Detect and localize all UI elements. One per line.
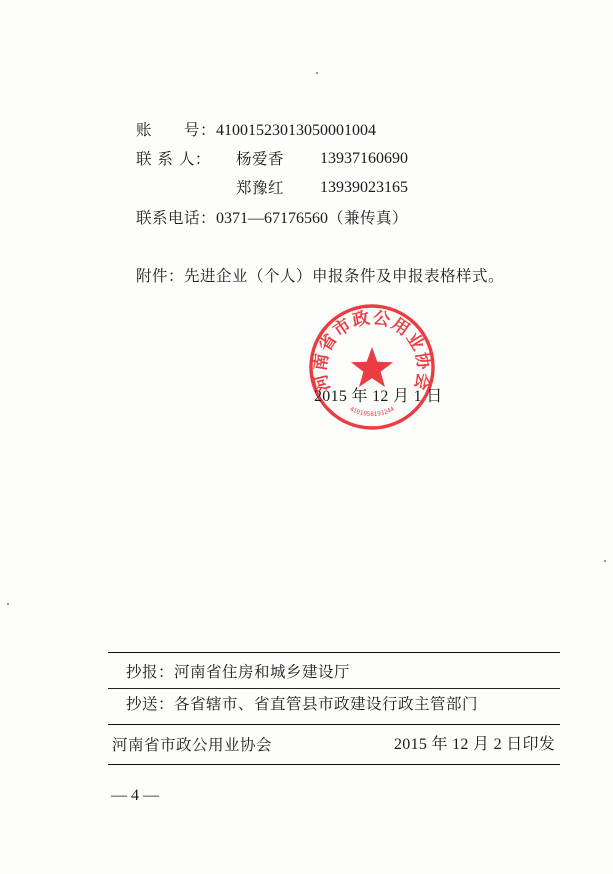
contact-phone-1: 13937160690 <box>320 150 408 167</box>
attachment-line <box>136 266 504 286</box>
star-icon <box>351 347 393 387</box>
contact-name-1: 杨爱香 <box>236 150 285 168</box>
divider-middle <box>108 688 560 689</box>
report-to-label: 抄报： <box>126 663 175 681</box>
report-to-line <box>126 662 350 682</box>
contact-line-1 <box>136 149 211 169</box>
scan-speck <box>316 72 318 74</box>
scan-speck <box>604 560 606 562</box>
phone-line <box>136 208 408 229</box>
divider-lower <box>108 724 560 725</box>
contact-phone-2: 13939023165 <box>320 179 408 196</box>
divider-top <box>108 652 560 653</box>
phone-number: 0371—67176560 <box>216 210 329 227</box>
page-number: — 4 — <box>111 787 159 804</box>
send-to-line <box>126 694 478 714</box>
send-to-label: 抄送： <box>126 695 175 713</box>
report-to-text: 河南省住房和城乡建设厅 <box>174 663 351 681</box>
contact-name-2: 郑豫红 <box>236 179 285 197</box>
send-to-text: 各省辖市、省直管县市政建设行政主管部门 <box>174 695 479 713</box>
account-line <box>136 120 376 141</box>
official-seal <box>308 303 436 431</box>
attachment-label: 附件： <box>136 267 185 285</box>
seal-org-name: 河南省市政公用业协会 <box>310 307 434 394</box>
seal-serial: 4101058193244 <box>348 405 396 419</box>
attachment-text: 先进企业（个人）申报条件及申报表格样式。 <box>184 267 505 285</box>
scan-speck <box>7 603 9 605</box>
phone-note: （兼传真） <box>328 209 409 227</box>
footer-issue-date: 2015 年 12 月 2 日印发 <box>394 736 556 753</box>
signature-date: 2015 年 12 月 1 日 <box>314 388 443 405</box>
contact-label: 联 系 人： <box>136 150 211 168</box>
phone-label: 联系电话： <box>136 209 217 227</box>
account-number: 41001523013050001004 <box>216 122 377 139</box>
account-label: 账 号： <box>136 121 217 139</box>
divider-bottom <box>108 764 560 765</box>
footer-issuer: 河南省市政公用业协会 <box>112 736 273 754</box>
